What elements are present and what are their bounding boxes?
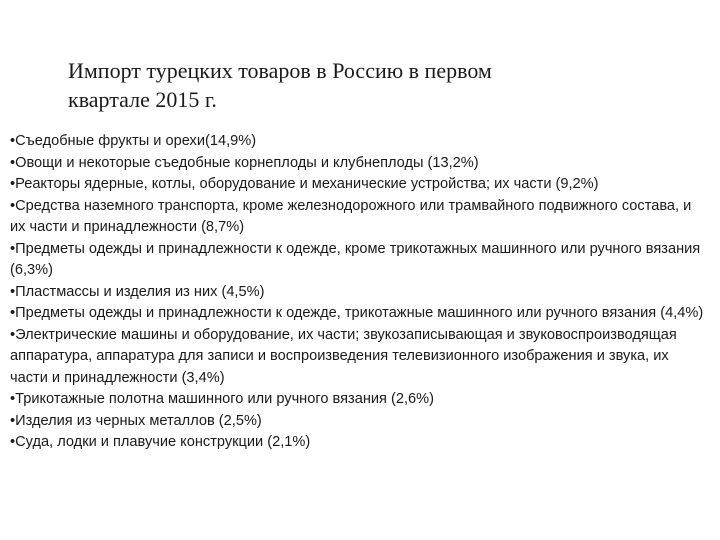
- import-list: [10, 131, 710, 454]
- list-item-text: Суда, лодки и плавучие конструкции (2,1%): [15, 434, 311, 450]
- list-item: [10, 239, 710, 282]
- list-item: [10, 389, 710, 411]
- bullet-icon: •: [10, 391, 16, 407]
- list-item: [10, 174, 710, 196]
- list-item-text: Предметы одежды и принадлежности к одежде, кроме трикотажных машинного или ручного вязания (6,3%): [10, 240, 701, 278]
- list-item-text: Электрические машины и оборудование, их части; звукозаписывающая и звуковоспроизводящая аппаратура, аппаратура для записи и воспроизведения телевизионного изображения и звука, их части и принадлежности (3,4%): [10, 326, 677, 386]
- list-item-text: Реакторы ядерные, котлы, оборудование и механические устройства; их части (9,2%): [15, 176, 599, 192]
- bullet-icon: •: [10, 197, 16, 214]
- list-item: [10, 131, 710, 153]
- slide-title: [68, 56, 628, 114]
- bullet-icon: •: [10, 154, 16, 171]
- bullet-icon: •: [10, 240, 16, 257]
- bullet-icon: •: [10, 176, 16, 192]
- bullet-icon: •: [10, 412, 16, 429]
- list-item-text: Трикотажные полотна машинного или ручного вязания (2,6%): [15, 391, 434, 407]
- list-item-text: Овощи и некоторые съедобные корнеплоды и клубнеплоды (13,2%): [15, 154, 479, 171]
- list-item-text: Пластмассы и изделия из них (4,5%): [15, 283, 265, 300]
- list-item-text: Предметы одежды и принадлежности к одежде, трикотажные машинного или ручного вязания (4,4%): [15, 305, 704, 321]
- slide-title-line-2: квартале 2015 г.: [68, 87, 217, 112]
- bullet-icon: •: [10, 283, 16, 300]
- list-item: [10, 411, 710, 433]
- list-item: [10, 432, 710, 454]
- bullet-icon: •: [10, 326, 16, 343]
- bullet-icon: •: [10, 305, 16, 321]
- list-item: [10, 303, 710, 325]
- list-item: [10, 153, 710, 175]
- bullet-icon: •: [10, 434, 16, 450]
- list-item-text: Изделия из черных металлов (2,5%): [15, 412, 262, 429]
- list-item: [10, 196, 710, 239]
- list-item-text: Средства наземного транспорта, кроме железнодорожного или трамвайного подвижного состава, и их части и принадлежности (8,7%): [10, 197, 692, 235]
- list-item: [10, 325, 710, 390]
- list-item-text: Съедобные фрукты и орехи(14,9%): [15, 133, 257, 149]
- bullet-icon: •: [10, 133, 16, 149]
- list-item: [10, 282, 710, 304]
- slide-title-line-1: Импорт турецких товаров в Россию в первом: [68, 58, 492, 83]
